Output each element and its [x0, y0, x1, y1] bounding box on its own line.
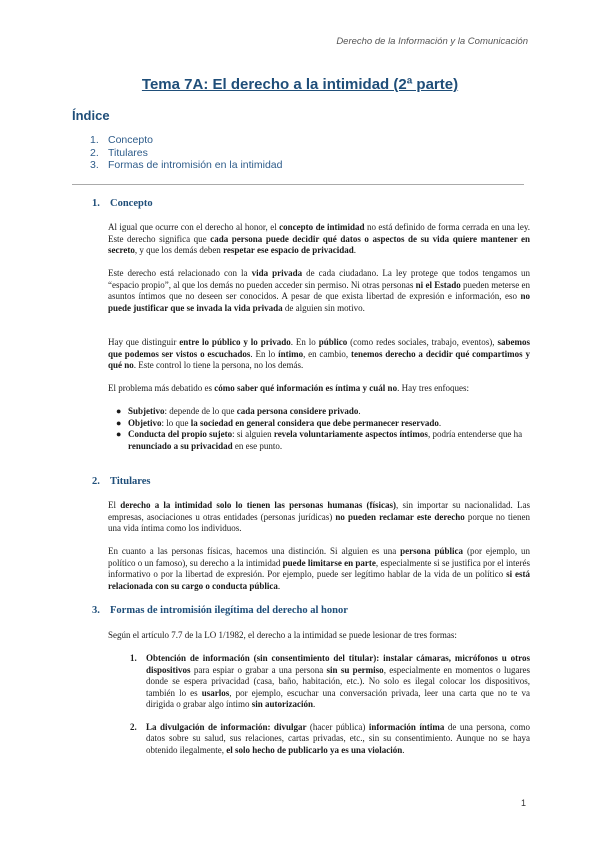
- index-item[interactable]: 1. Concepto: [90, 134, 153, 146]
- index-list: [90, 134, 283, 172]
- page-number: 1: [520, 798, 526, 808]
- section-heading-concepto: 1. Concepto: [92, 198, 153, 209]
- index-heading: Índice: [72, 108, 110, 123]
- list-item: ● Objetivo: lo que la sociedad en general considera que debe permanecer reservado.: [116, 417, 442, 428]
- forms-list: [130, 653, 530, 756]
- paragraph: Este derecho está relacionado con la vida privada de cada ciudadano. La ley protege que todos tengamos un “espacio propio”, al que los demás no pueden acceder sin permiso. Ni otras personas ni el Estado pueden meterse en asuntos íntimos que no deseen ser conocidos. A pesar de que exista libertad de expresión e información, eso no puede justificar que se invada la vida privada de alguien sin motivo.: [108, 268, 530, 313]
- running-header: Derecho de la Información y la Comunicación: [336, 36, 528, 47]
- index-item[interactable]: 2. Titulares: [90, 146, 148, 159]
- paragraph: El problema más debatido es cómo saber qué información es íntima y cuál no. Hay tres enfoques:: [108, 383, 470, 393]
- section-heading-titulares: 2. Titulares: [92, 476, 151, 487]
- index-item[interactable]: 3. Formas de intromisión en la intimidad: [90, 159, 283, 171]
- approach-list: [108, 406, 530, 452]
- section-heading-formas: 3. Formas de intromisión ilegítima del derecho al honor: [92, 605, 348, 616]
- divider: [72, 184, 524, 185]
- paragraph: Al igual que ocurre con el derecho al honor, el concepto de intimidad no está definido de forma cerrada en una ley. Este derecho significa que cada persona puede decidir qué datos o aspectos de su vida quiere mantener en secreto, y que los demás deben respetar ese espacio de privacidad.: [108, 222, 530, 255]
- page-title: Tema 7A: El derecho a la intimidad (2ª parte): [141, 76, 459, 93]
- list-item: 2. La divulgación de información: divulgar (hacer pública) información íntima de una persona, como datos sobre su salud, sus relaciones, cartas privadas, etc., sin su consentimiento. Aunque no se haya obtenido ilegalmente, el solo hecho de publicarlo ya es una violación.: [130, 721, 531, 755]
- paragraph: Según el artículo 7.7 de la LO 1/1982, el derecho a la intimidad se puede lesionar de tres formas:: [108, 630, 457, 640]
- list-item: ● Subjetivo: depende de lo que cada persona considere privado.: [116, 406, 361, 416]
- list-item: ● Conducta del propio sujeto: si alguien revela voluntariamente aspectos íntimos, podría entenderse que ha renunciado a su privacidad en ese punto.: [116, 429, 523, 451]
- paragraph: El derecho a la intimidad solo lo tienen las personas humanas (físicas), sin importar su nacionalidad. Las empresas, asociaciones u otras entidades (personas jurídicas) no pueden reclamar este derecho porque no tienen una vida íntima como los individuos.: [108, 500, 531, 533]
- paragraph: En cuanto a las personas físicas, hacemos una distinción. Si alguien es una persona pública (por ejemplo, un político o un famoso), su derecho a la intimidad puede limitarse en parte, especialmente si se justifica por el interés informativo o por la libertad de expresión. Por ejemplo, puede ser legítimo hablar de la vida de un político si está relacionada con su cargo o conducta pública.: [108, 546, 530, 591]
- paragraph: Hay que distinguir entre lo público y lo privado. En lo público (como redes sociales, trabajo, eventos), sabemos que podemos ser vistos o escuchados. En lo íntimo, en cambio, tenemos derecho a decidir qué compartimos y qué no. Este control lo tiene la persona, no los demás.: [108, 337, 530, 370]
- list-item: 1. Obtención de información (sin consentimiento del titular): instalar cámaras, micrófonos u otros dispositivos para espiar o grabar a una persona sin su permiso, especialmente en momentos o lugares donde se espera privacidad (casa, baño, habitación, etc.). No solo es ilegal colocar los dispositivos, también lo es usarlos, por ejemplo, escuchar una conversación privada, leer una carta que no te va dirigida o grabar algo íntimo sin autorización.: [130, 653, 530, 709]
